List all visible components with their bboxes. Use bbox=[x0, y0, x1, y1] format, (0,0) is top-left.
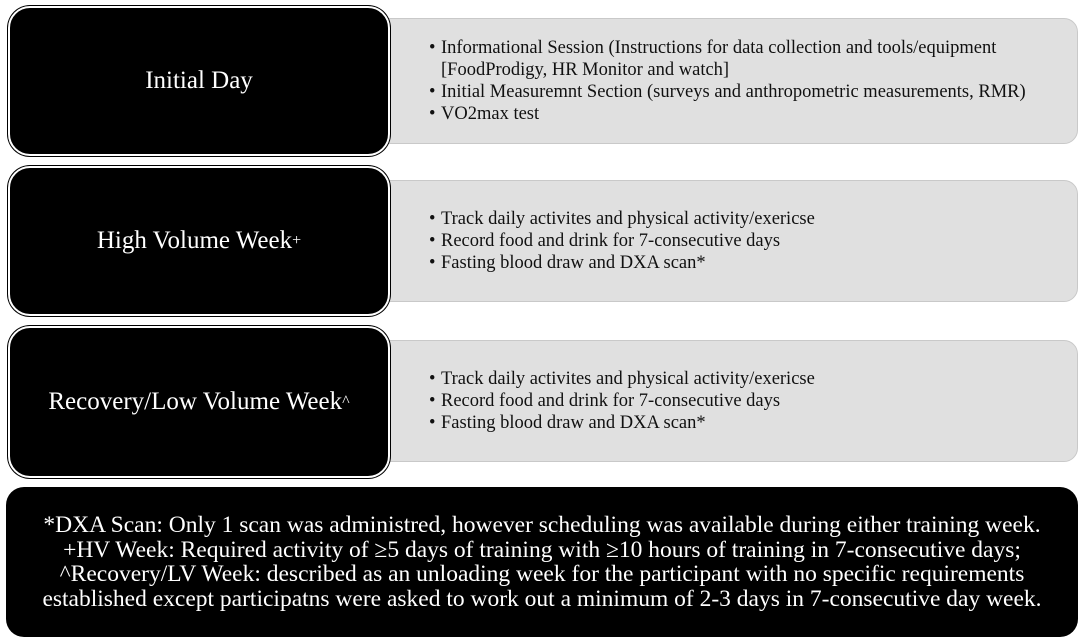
recovery-week-box: Recovery/Low Volume Week ^ bbox=[8, 326, 390, 478]
list-item: • Record food and drink for 7-consecutive days bbox=[429, 230, 815, 252]
recovery-week-label: Recovery/Low Volume Week bbox=[48, 388, 343, 415]
footnote-text: *DXA Scan: Only 1 scan was administred, however scheduling was available during either training week. +HV Week: Required activity of ≥5 days of training with ≥10 hours of training in 7-consecutive days; ^Recovery/LV Week: described as an unloading week for the participant with no specific requirements established except participatns were asked to work out a minimum of 2-3 days in 7-consecutive day week. bbox=[42, 512, 1042, 612]
recovery-week-details bbox=[366, 340, 1078, 462]
list-item: • Record food and drink for 7-consecutive days bbox=[429, 390, 815, 412]
high-volume-week-task-list bbox=[367, 208, 815, 274]
list-item: • VO2max test bbox=[429, 103, 1077, 125]
initial-day-details bbox=[366, 18, 1078, 144]
high-volume-week-details bbox=[366, 180, 1078, 302]
list-item: • Fasting blood draw and DXA scan* bbox=[429, 412, 815, 434]
initial-day-box bbox=[8, 6, 390, 156]
high-volume-week-box: High Volume Week + bbox=[8, 166, 390, 316]
list-item: • Track daily activites and physical activity/exericse bbox=[429, 368, 815, 390]
list-item: • Fasting blood draw and DXA scan* bbox=[429, 252, 815, 274]
recovery-week-task-list bbox=[367, 368, 815, 434]
footnote-box bbox=[6, 487, 1078, 637]
initial-day-label: Initial Day bbox=[145, 67, 253, 94]
list-item: • Track daily activites and physical activity/exericse bbox=[429, 208, 815, 230]
high-volume-week-label: High Volume Week bbox=[96, 227, 293, 254]
list-item: • Initial Measuremnt Section (surveys and anthropometric measurements, RMR) bbox=[429, 81, 1077, 103]
initial-day-task-list bbox=[367, 37, 1077, 125]
list-item: • Informational Session (Instructions for data collection and tools/equipment [FoodProdigy, HR Monitor and watch] bbox=[429, 37, 1077, 81]
